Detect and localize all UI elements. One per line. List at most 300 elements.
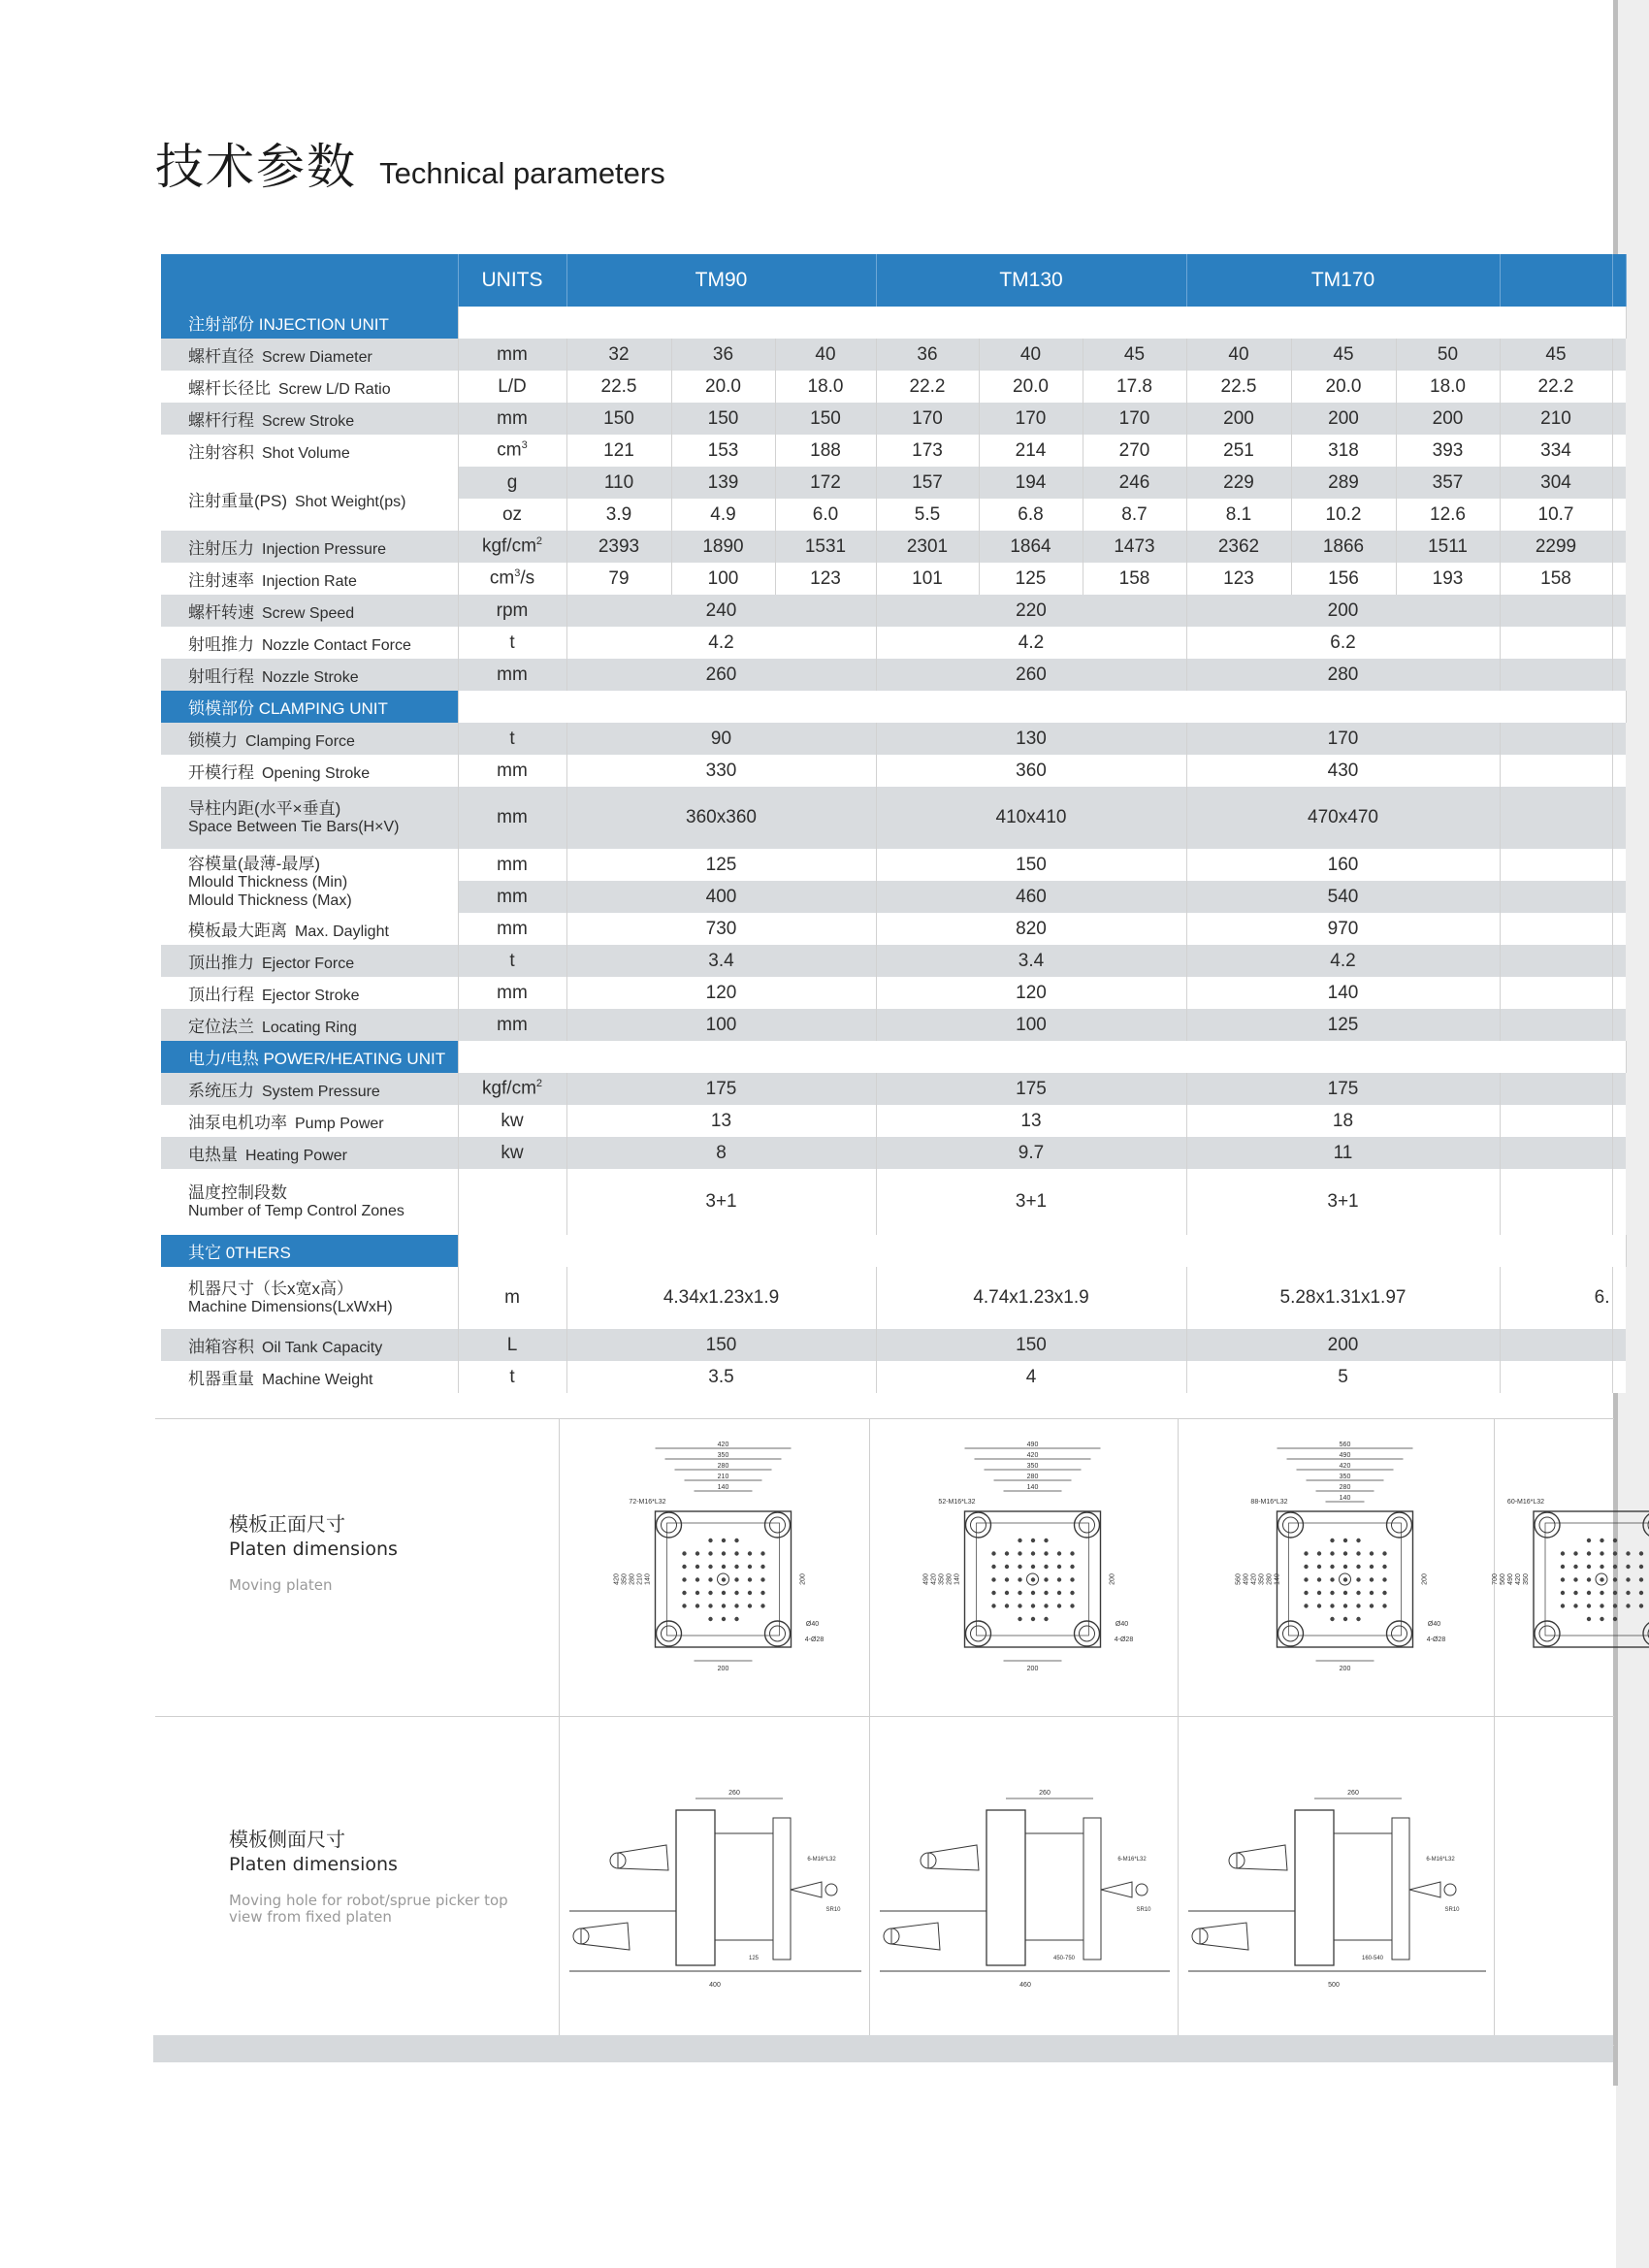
spec-table <box>161 254 1627 1393</box>
bolt-hole <box>1356 1577 1360 1581</box>
bolt-hole <box>991 1577 995 1581</box>
bolt-hole <box>1626 1604 1630 1607</box>
bolt-spec-label: 6-M16*L32 <box>807 1857 836 1863</box>
side-platen-svg <box>560 1717 871 2037</box>
dimension-label: 140 <box>1026 1484 1039 1491</box>
bolt-hole <box>1057 1551 1061 1555</box>
tie-bar-hole <box>966 1512 991 1538</box>
bolt-hole <box>1018 1565 1021 1569</box>
bolt-hole <box>708 1591 712 1595</box>
bolt-hole <box>1044 1577 1048 1581</box>
bolt-hole <box>1370 1604 1374 1607</box>
table-row: 注射速率 Injection Rate $cm^3/s$ 79 100 123 101 125 158 123 156 193 158 <box>161 563 1626 595</box>
fixed-platen <box>773 1818 791 1960</box>
bolt-hole <box>734 1604 738 1607</box>
dimension-label: 350 <box>938 1573 946 1585</box>
bolt-hole <box>991 1565 995 1569</box>
table-row: 螺杆长径比 Screw L/D Ratio L/D 22.5 20.0 18.0 22.2 20.0 17.8 22.5 20.0 18.0 22.2 <box>161 371 1626 403</box>
dimension-label: 280 <box>629 1573 636 1585</box>
dimension-label: 350 <box>1026 1463 1039 1470</box>
header-tm130: TM130 <box>876 254 1186 307</box>
dimension-label: 560 <box>1339 1442 1351 1448</box>
bolt-hole <box>748 1577 752 1581</box>
bolt-hole <box>1304 1551 1308 1555</box>
table-row: 模板最大距离 Max. Daylight mm 730 820 970 <box>161 913 1626 945</box>
table-row: 注射压力 Injection Pressure kgf/$cm^2$ 2393 1890 1531 2301 1864 1473 2362 1866 1511 2299 <box>161 531 1626 563</box>
front-drawing-cell <box>1494 1419 1615 1716</box>
tie-bar-hole <box>1535 1512 1560 1538</box>
bolt-hole <box>748 1565 752 1569</box>
bolt-hole <box>1587 1551 1591 1555</box>
bolt-hole <box>1018 1577 1021 1581</box>
dimension-label: 200 <box>1421 1573 1429 1585</box>
bolt-hole <box>1057 1604 1061 1607</box>
bolt-hole <box>1304 1577 1308 1581</box>
front-drawing-cell <box>559 1419 870 1716</box>
bolt-hole <box>1382 1551 1386 1555</box>
dimension-label: 140 <box>1339 1495 1351 1502</box>
side-platen-svg <box>1179 1717 1496 2037</box>
bolt-hole <box>760 1604 764 1607</box>
dimension-label: 490 <box>1339 1452 1351 1459</box>
bolt-hole <box>1587 1591 1591 1595</box>
table-header <box>161 254 1626 307</box>
dimension-label: 500 <box>1328 1982 1340 1989</box>
bolt-hole <box>760 1565 764 1569</box>
bolt-hole <box>1317 1565 1321 1569</box>
bolt-hole <box>1317 1551 1321 1555</box>
bolt-hole <box>1573 1591 1577 1595</box>
bolt-hole <box>1317 1591 1321 1595</box>
bolt-hole <box>1343 1551 1347 1555</box>
front-platen-svg <box>1179 1419 1496 1710</box>
bolt-hole <box>1613 1604 1617 1607</box>
tie-bar-inner <box>1539 1517 1555 1533</box>
side-drawing-cell <box>869 1717 1179 2045</box>
bolt-hole <box>1317 1577 1321 1581</box>
bolt-hole <box>1005 1604 1009 1607</box>
ring-label: Ø40 <box>805 1621 820 1628</box>
section-label: 锁模部份 CLAMPING UNIT <box>161 691 458 723</box>
section-clamping <box>161 691 1626 723</box>
section-label: 电力/电热 POWER/HEATING UNIT <box>161 1041 458 1073</box>
holes-label: 4-Ø28 <box>804 1636 824 1643</box>
table-row: 机器尺寸（长x宽x高） Machine Dimensions(LxWxH) m 4.34x1.23x1.9 4.74x1.23x1.9 5.28x1.31x1.97 6. <box>161 1267 1626 1329</box>
platen-hub <box>715 1833 773 1940</box>
bolt-hole <box>1031 1551 1035 1555</box>
bolt-hole <box>1044 1565 1048 1569</box>
bolt-hole <box>1600 1551 1603 1555</box>
platen-drawings <box>155 1418 1614 2046</box>
table-row: 注射容积 Shot Volume $cm^3$ 121 153 188 173 214 270 251 318 393 334 <box>161 435 1626 467</box>
table-row: 定位法兰 Locating Ring mm 100 100 125 <box>161 1009 1626 1041</box>
bolt-hole <box>734 1577 738 1581</box>
bolt-hole <box>1031 1591 1035 1595</box>
bolt-hole <box>1613 1577 1617 1581</box>
bolt-spec-label: 72-M16*L32 <box>629 1499 666 1506</box>
side-drawing-cell <box>1494 1717 1615 2045</box>
table-row: 电热量 Heating Power kw 8 9.7 11 <box>161 1137 1626 1169</box>
bolt-hole <box>1330 1577 1334 1581</box>
dimension-label: 260 <box>728 1790 740 1797</box>
bolt-hole <box>1561 1604 1565 1607</box>
dimension-label: 125 <box>748 1956 760 1961</box>
bolt-hole <box>1330 1565 1334 1569</box>
bolt-spec-label: 88-M16*L32 <box>1250 1499 1288 1506</box>
bolt-hole <box>1626 1565 1630 1569</box>
dimension-label: 280 <box>1339 1484 1351 1491</box>
front-platen-svg <box>560 1419 871 1710</box>
tie-bar-hole <box>1387 1512 1412 1538</box>
dimension-label: 350 <box>1523 1573 1530 1585</box>
tie-bar-hole <box>1075 1512 1100 1538</box>
bolt-hole <box>1005 1551 1009 1555</box>
front-platen-svg <box>1492 1419 1616 1710</box>
bolt-hole <box>760 1577 764 1581</box>
bolt-hole <box>748 1591 752 1595</box>
dimension-label: 420 <box>1515 1573 1522 1585</box>
bolt-hole <box>1613 1565 1617 1569</box>
bolt-hole <box>1005 1577 1009 1581</box>
tie-bar-inner <box>662 1517 677 1533</box>
dimension-label: 210 <box>717 1474 729 1480</box>
section-label: 其它 0THERS <box>161 1235 458 1267</box>
nozzle <box>791 1882 822 1897</box>
bolt-hole <box>760 1591 764 1595</box>
bolt-hole <box>1382 1565 1386 1569</box>
dimension-label: 450-750 <box>1052 1956 1076 1961</box>
bolt-hole <box>1317 1604 1321 1607</box>
bolt-hole <box>708 1617 712 1621</box>
bolt-hole <box>722 1604 726 1607</box>
bolt-hole <box>1573 1577 1577 1581</box>
platen-hub <box>1025 1833 1083 1940</box>
bolt-hole <box>695 1577 699 1581</box>
bolt-hole <box>1561 1577 1565 1581</box>
fixed-platen <box>1083 1818 1101 1960</box>
bolt-hole <box>722 1591 726 1595</box>
bolt-hole <box>682 1565 686 1569</box>
platen-hub <box>1334 1833 1392 1940</box>
bolt-hole <box>1057 1591 1061 1595</box>
tie-bar-hole <box>1278 1512 1304 1538</box>
table-row: 油箱容积 Oil Tank Capacity L 150 150 200 <box>161 1329 1626 1361</box>
bolt-hole <box>1304 1591 1308 1595</box>
bolt-hole <box>708 1551 712 1555</box>
bolt-hole <box>1343 1565 1347 1569</box>
dimension-label: 200 <box>717 1666 729 1672</box>
nozzle <box>1101 1882 1132 1897</box>
table-row: 导柱内距(水平×垂直) Space Between Tie Bars(H×V) mm 360x360 410x410 470x470 <box>161 787 1626 849</box>
bolt-hole <box>1343 1617 1347 1621</box>
holes-label: 4-Ø28 <box>1114 1636 1134 1643</box>
bolt-hole <box>1018 1551 1021 1555</box>
dimension-label: 140 <box>644 1573 652 1585</box>
bolt-hole <box>1356 1551 1360 1555</box>
bolt-hole <box>1573 1551 1577 1555</box>
bolt-hole <box>1356 1539 1360 1542</box>
tie-bar-inner <box>1392 1517 1407 1533</box>
section-label: 注射部份 INJECTION UNIT <box>161 307 458 339</box>
bolt-hole <box>1600 1539 1603 1542</box>
bolt-hole <box>734 1539 738 1542</box>
bolt-hole <box>722 1551 726 1555</box>
bolt-hole <box>1639 1551 1643 1555</box>
table-row: 锁模力 Clamping Force t 90 130 170 <box>161 723 1626 755</box>
fixed-platen <box>1392 1818 1409 1960</box>
bolt-hole <box>1330 1539 1334 1542</box>
title-chinese: 技术参数 <box>155 139 357 195</box>
bolt-hole <box>722 1617 726 1621</box>
dimension-label: 280 <box>1266 1573 1274 1585</box>
bolt-hole <box>991 1551 995 1555</box>
dimension-label: 560 <box>1235 1573 1243 1585</box>
bolt-hole <box>708 1604 712 1607</box>
platen-side-row <box>155 1716 1614 2046</box>
tie-bar-inner <box>1392 1626 1407 1641</box>
dimension-label: 260 <box>1039 1790 1051 1797</box>
bolt-hole <box>722 1577 726 1581</box>
bolt-hole <box>708 1539 712 1542</box>
bolt-hole <box>1057 1565 1061 1569</box>
moving-platen <box>676 1810 715 1965</box>
bolt-hole <box>1018 1604 1021 1607</box>
bolt-hole <box>1005 1591 1009 1595</box>
table-row: 螺杆行程 Screw Stroke mm 150 150 150 170 170 170 200 200 200 210 <box>161 403 1626 435</box>
bolt-hole <box>1070 1565 1074 1569</box>
bolt-hole <box>682 1591 686 1595</box>
bolt-hole <box>1600 1565 1603 1569</box>
bolt-hole <box>1070 1604 1074 1607</box>
dimension-label: 490 <box>922 1573 930 1585</box>
bolt-hole <box>1587 1565 1591 1569</box>
bolt-hole <box>1356 1565 1360 1569</box>
bolt-hole <box>1613 1539 1617 1542</box>
tie-bar-hole <box>657 1512 682 1538</box>
bolt-hole <box>1370 1565 1374 1569</box>
bolt-hole <box>1573 1604 1577 1607</box>
dimension-label: 140 <box>717 1484 729 1491</box>
bolt-hole <box>1044 1604 1048 1607</box>
bolt-hole <box>695 1551 699 1555</box>
platen-front-label: 模板正面尺寸 Platen dimensions Moving platen <box>229 1512 398 1594</box>
dimension-label: 420 <box>1339 1463 1351 1470</box>
bolt-hole <box>1613 1617 1617 1621</box>
tie-bar-hole <box>765 1512 791 1538</box>
bolt-hole <box>695 1565 699 1569</box>
table-row: 油泵电机功率 Pump Power kw 13 13 18 <box>161 1105 1626 1137</box>
header-next-model <box>1500 254 1612 307</box>
dimension-label: 420 <box>717 1442 729 1448</box>
tie-bar-inner <box>1080 1626 1095 1641</box>
dimension-label: 460 <box>1019 1982 1031 1989</box>
bolt-hole <box>1587 1617 1591 1621</box>
tie-bar-hole <box>1075 1621 1100 1646</box>
bolt-hole <box>1070 1577 1074 1581</box>
bolt-hole <box>1070 1591 1074 1595</box>
table-row: 系统压力 System Pressure kgf/$cm^2$ 175 175 175 <box>161 1073 1626 1105</box>
bolt-hole <box>1626 1551 1630 1555</box>
bolt-hole <box>1031 1617 1035 1621</box>
bolt-hole <box>1304 1565 1308 1569</box>
bolt-hole <box>748 1551 752 1555</box>
bolt-hole <box>1561 1591 1565 1595</box>
tie-bar-inner <box>971 1517 986 1533</box>
bolt-hole <box>1573 1565 1577 1569</box>
bolt-hole <box>1587 1577 1591 1581</box>
dimension-label: 280 <box>1026 1474 1039 1480</box>
bolt-hole <box>1044 1551 1048 1555</box>
front-drawing-cell <box>869 1419 1179 1716</box>
bolt-hole <box>1330 1604 1334 1607</box>
bolt-hole <box>1639 1591 1643 1595</box>
dimension-label: 350 <box>1258 1573 1266 1585</box>
sr-label: SR10 <box>825 1907 841 1913</box>
bolt-hole <box>1382 1604 1386 1607</box>
bolt-hole <box>1031 1565 1035 1569</box>
tie-bar-inner <box>1283 1626 1299 1641</box>
bolt-hole <box>1370 1577 1374 1581</box>
bolt-hole <box>1382 1591 1386 1595</box>
bolt-hole <box>1018 1617 1021 1621</box>
dimension-label: 490 <box>1507 1573 1514 1585</box>
dimension-label: 420 <box>1250 1573 1258 1585</box>
tie-bar-inner <box>971 1626 986 1641</box>
dimension-label: 200 <box>799 1573 807 1585</box>
bolt-hole <box>1561 1565 1565 1569</box>
table-row: 螺杆直径 Screw Diameter mm 32 36 40 36 40 45 40 45 50 45 <box>161 339 1626 371</box>
table-row: 顶出行程 Ejector Stroke mm 120 120 140 <box>161 977 1626 1009</box>
dimension-label: 700 <box>1492 1573 1499 1585</box>
bolt-hole <box>1044 1591 1048 1595</box>
dimension-label: 160-540 <box>1361 1956 1384 1961</box>
tie-bar-hole <box>966 1621 991 1646</box>
table-row: oz 3.9 4.9 6.0 5.5 6.8 8.7 8.1 10.2 12.6 10.7 <box>161 499 1626 531</box>
tie-bar-inner <box>1539 1626 1555 1641</box>
dimension-label: 420 <box>930 1573 938 1585</box>
nozzle-tip <box>825 1884 837 1895</box>
dimension-label: 280 <box>946 1573 954 1585</box>
dimension-label: 210 <box>636 1573 644 1585</box>
front-platen-svg <box>870 1419 1180 1710</box>
table-row: mm 400 460 540 <box>161 881 1626 913</box>
ring-label: Ø40 <box>1115 1621 1129 1628</box>
bolt-hole <box>734 1551 738 1555</box>
tie-bar-inner <box>662 1626 677 1641</box>
bolt-hole <box>1343 1577 1347 1581</box>
bolt-hole <box>1304 1604 1308 1607</box>
tie-bar-hole <box>1387 1621 1412 1646</box>
header-units: UNITS <box>458 254 566 307</box>
bolt-hole <box>1613 1551 1617 1555</box>
bolt-hole <box>1370 1591 1374 1595</box>
bolt-hole <box>1626 1591 1630 1595</box>
side-drawing-cell <box>559 1717 870 2045</box>
bolt-hole <box>1057 1577 1061 1581</box>
tie-bar-inner <box>1080 1517 1095 1533</box>
nozzle-tip <box>1444 1884 1456 1895</box>
bolt-hole <box>695 1591 699 1595</box>
bolt-hole <box>1031 1577 1035 1581</box>
table-row: 射咀行程 Nozzle Stroke mm 260 260 280 <box>161 659 1626 691</box>
nozzle <box>1409 1882 1440 1897</box>
bottom-band <box>153 2035 1613 2062</box>
title-english: Technical parameters <box>379 156 665 190</box>
table-row: 螺杆转速 Screw Speed rpm 240 220 200 <box>161 595 1626 627</box>
ring-label: Ø40 <box>1427 1621 1441 1628</box>
table-row: 射咀推力 Nozzle Contact Force t 4.2 4.2 6.2 <box>161 627 1626 659</box>
moving-platen <box>986 1810 1025 1965</box>
side-platen-svg <box>870 1717 1180 2037</box>
section-power <box>161 1041 1626 1073</box>
nozzle-tip <box>1136 1884 1148 1895</box>
bolt-hole <box>1330 1591 1334 1595</box>
header-tm170: TM170 <box>1186 254 1500 307</box>
dimension-label: 200 <box>1026 1666 1039 1672</box>
bolt-hole <box>1613 1591 1617 1595</box>
bolt-hole <box>1370 1551 1374 1555</box>
bolt-hole <box>734 1591 738 1595</box>
section-injection <box>161 307 1626 339</box>
dimension-label: 350 <box>1339 1474 1351 1480</box>
bolt-hole <box>1044 1539 1048 1542</box>
tie-bar-inner <box>770 1517 786 1533</box>
bolt-spec-label: 60-M16*L32 <box>1506 1499 1545 1506</box>
bolt-hole <box>1600 1577 1603 1581</box>
bolt-hole <box>722 1539 726 1542</box>
bolt-hole <box>1356 1617 1360 1621</box>
dimension-label: 420 <box>613 1573 621 1585</box>
bolt-spec-label: 52-M16*L32 <box>938 1499 976 1506</box>
bolt-hole <box>1600 1591 1603 1595</box>
bolt-hole <box>1587 1539 1591 1542</box>
bolt-hole <box>1343 1591 1347 1595</box>
dimension-label: 350 <box>621 1573 629 1585</box>
bolt-hole <box>722 1565 726 1569</box>
platen-front-row <box>155 1418 1614 1716</box>
dimension-label: 350 <box>717 1452 729 1459</box>
dimension-label: 400 <box>709 1982 721 1989</box>
dimension-label: 260 <box>1347 1790 1359 1797</box>
bolt-hole <box>1031 1539 1035 1542</box>
bolt-hole <box>991 1591 995 1595</box>
dimension-label: 490 <box>1243 1573 1250 1585</box>
bolt-spec-label: 6-M16*L32 <box>1426 1857 1455 1863</box>
bolt-hole <box>1044 1617 1048 1621</box>
dimension-label: 200 <box>1109 1573 1116 1585</box>
bolt-hole <box>682 1577 686 1581</box>
side-drawing-cell <box>1178 1717 1495 2045</box>
bolt-hole <box>708 1565 712 1569</box>
bolt-hole <box>1561 1551 1565 1555</box>
table-row: 容模量(最薄-最厚) Mlould Thickness (Min) Mlould Thickness (Max) mm 125 150 160 <box>161 849 1626 881</box>
bolt-hole <box>1639 1577 1643 1581</box>
bolt-hole <box>708 1577 712 1581</box>
bolt-hole <box>734 1617 738 1621</box>
bolt-hole <box>1382 1577 1386 1581</box>
bolt-hole <box>682 1604 686 1607</box>
table-row: 顶出推力 Ejector Force t 3.4 3.4 4.2 <box>161 945 1626 977</box>
bolt-hole <box>748 1604 752 1607</box>
bolt-hole <box>991 1604 995 1607</box>
dimension-label: 420 <box>1026 1452 1039 1459</box>
bolt-hole <box>1005 1565 1009 1569</box>
dimension-label: 560 <box>1500 1573 1506 1585</box>
bolt-hole <box>1600 1617 1603 1621</box>
sr-label: SR10 <box>1444 1907 1460 1913</box>
bolt-hole <box>1356 1591 1360 1595</box>
header-param <box>161 254 458 307</box>
